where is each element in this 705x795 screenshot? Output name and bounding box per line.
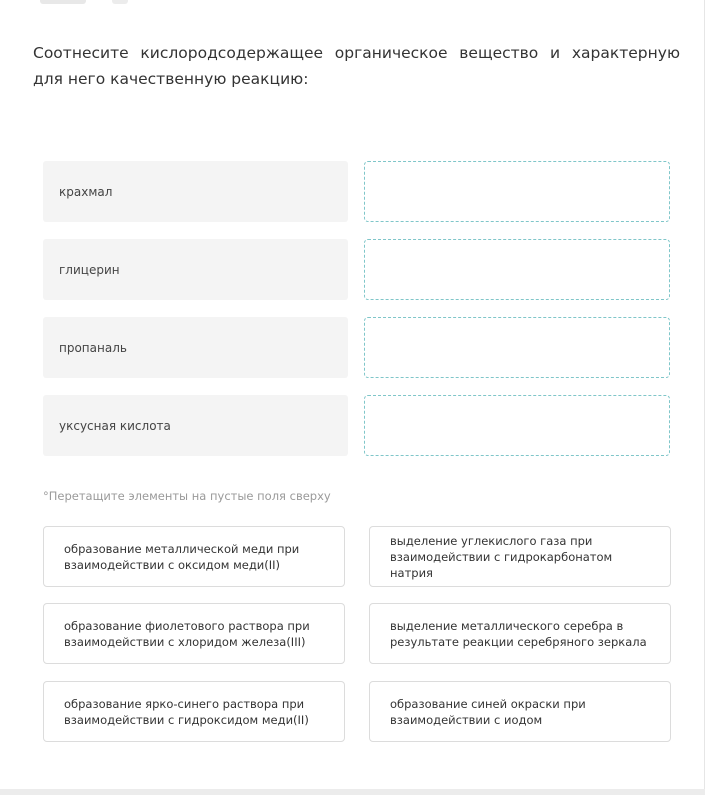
option-copper-metal[interactable]: образование металлической меди при взаимодействии с оксидом меди(II) [43, 526, 345, 587]
drop-zone-3[interactable] [364, 317, 670, 378]
header-remnant [40, 0, 86, 4]
drop-zone-2[interactable] [364, 239, 670, 300]
drop-zone-4[interactable] [364, 395, 670, 456]
term-starch: крахмал [43, 161, 348, 222]
bottom-band [0, 789, 705, 795]
match-row [43, 239, 671, 301]
match-row [43, 317, 671, 379]
option-carbon-dioxide[interactable]: выделение углекислого газа при взаимодействии с гидрокарбонатом натрия [369, 526, 671, 587]
term-glycerol: глицерин [43, 239, 348, 300]
option-blue-iodine[interactable]: образование синей окраски при взаимодействии с иодом [369, 681, 671, 742]
drag-hint: °Перетащите элементы на пустые поля сверху [43, 489, 331, 503]
question-text: Соотнесите кислородсодержащее органическое вещество и характерную для него качественную реакцию: [33, 44, 680, 88]
header-remnant-small [112, 0, 128, 4]
option-violet-solution[interactable]: образование фиолетового раствора при взаимодействии с хлоридом железа(III) [43, 603, 345, 664]
match-area [43, 161, 671, 473]
option-silver-mirror[interactable]: выделение металлического серебра в результате реакции серебряного зеркала [369, 603, 671, 664]
drop-zone-1[interactable] [364, 161, 670, 222]
option-bright-blue-solution[interactable]: образование ярко-синего раствора при взаимодействии с гидроксидом меди(II) [43, 681, 345, 742]
term-acetic-acid: уксусная кислота [43, 395, 348, 456]
match-row [43, 395, 671, 457]
match-row [43, 161, 671, 223]
term-propanal: пропаналь [43, 317, 348, 378]
